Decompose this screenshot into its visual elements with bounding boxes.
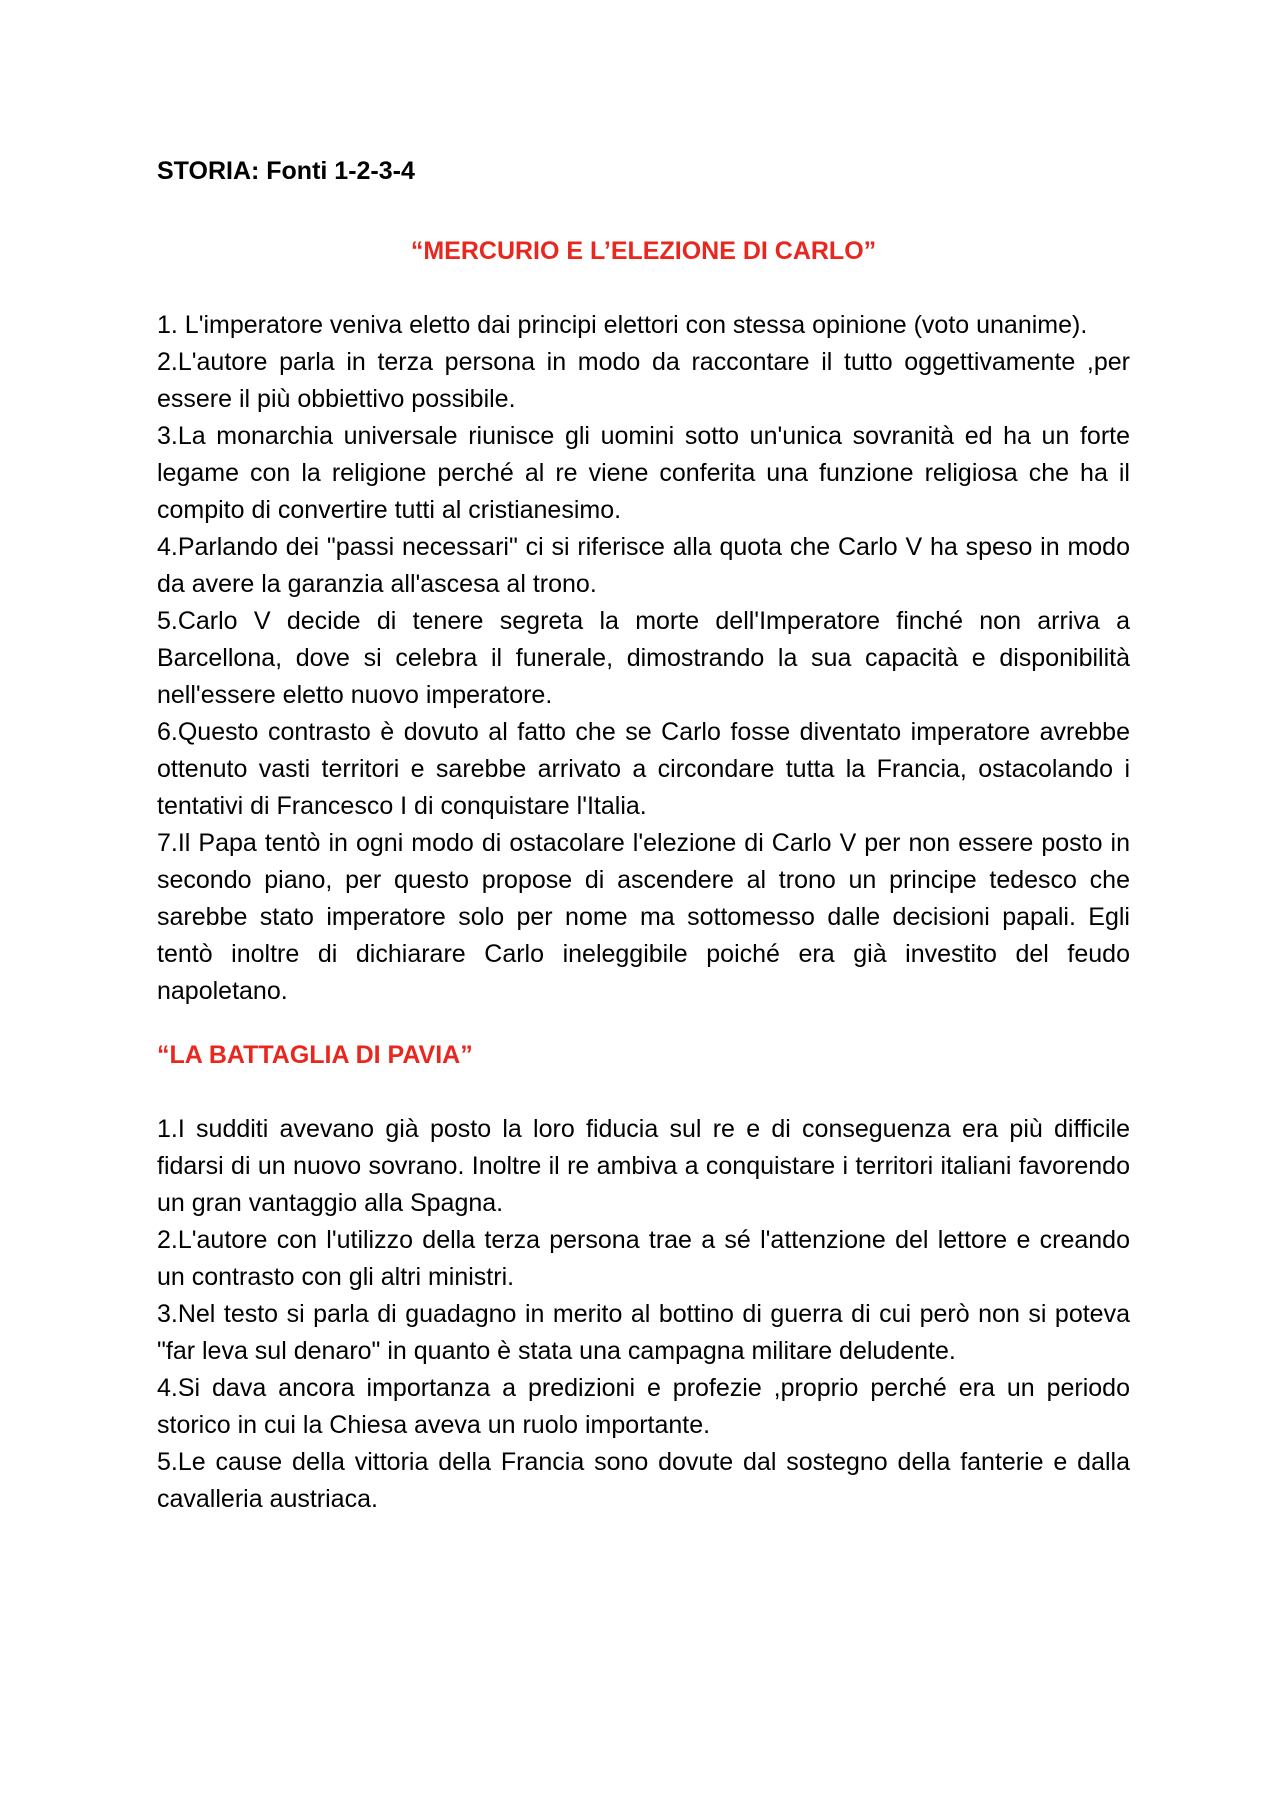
list-item: 1. L'imperatore veniva eletto dai principi elettori con stessa opinione (voto unanime). bbox=[157, 311, 1088, 339]
list-item: 3.Nel testo si parla di guadagno in merito al bottino di guerra di cui però non si poteva "far leva sul denaro" in quanto è stata una campagna militare deludente. bbox=[157, 1300, 1130, 1365]
section-heading-mercurio: “MERCURIO E L’ELEZIONE DI CARLO” bbox=[410, 237, 877, 265]
section-heading-pavia: “LA BATTAGLIA DI PAVIA” bbox=[157, 1041, 473, 1069]
list-item: 4.Si dava ancora importanza a predizioni e profezie ,proprio perché era un periodo storico in cui la Chiesa aveva un ruolo importante. bbox=[157, 1374, 1130, 1439]
list-item: 2.L'autore parla in terza persona in modo da raccontare il tutto oggettivamente ,per essere il più obbiettivo possibile. bbox=[157, 348, 1130, 413]
list-item: 6.Questo contrasto è dovuto al fatto che se Carlo fosse diventato imperatore avrebbe ottenuto vasti territori e sarebbe arrivato a circondare tutta la Francia, ostacolando i tentativi di Francesco I di conquistare l'Italia. bbox=[157, 718, 1130, 820]
list-item: 3.La monarchia universale riunisce gli uomini sotto un'unica sovranità ed ha un forte legame con la religione perché al re viene conferita una funzione religiosa che ha il compito di convertire tutti al cristianesimo. bbox=[157, 422, 1130, 524]
document-title: STORIA: Fonti 1-2-3-4 bbox=[157, 157, 415, 185]
answers-list-pavia bbox=[157, 1111, 1130, 1518]
list-item: 4.Parlando dei "passi necessari" ci si riferisce alla quota che Carlo V ha speso in modo da avere la garanzia all'ascesa al trono. bbox=[157, 533, 1130, 598]
list-item: 1.I sudditi avevano già posto la loro fiducia sul re e di conseguenza era più difficile fidarsi di un nuovo sovrano. Inoltre il re ambiva a conquistare i territori italiani favorendo un gran vantaggio alla Spagna. bbox=[157, 1115, 1130, 1217]
document-page bbox=[157, 150, 1130, 1518]
list-item: 5.Le cause della vittoria della Francia sono dovute dal sostegno della fanterie e dalla cavalleria austriaca. bbox=[157, 1448, 1130, 1513]
list-item: 7.Il Papa tentò in ogni modo di ostacolare l'elezione di Carlo V per non essere posto in secondo piano, per questo propose di ascendere al trono un principe tedesco che sarebbe stato imperatore solo per nome ma sottomesso dalle decisioni papali. Egli tentò inoltre di dichiarare Carlo ineleggibile poiché era già investito del feudo napoletano. bbox=[157, 829, 1130, 1005]
answers-list-mercurio bbox=[157, 307, 1130, 1010]
list-item: 2.L'autore con l'utilizzo della terza persona trae a sé l'attenzione del lettore e creando un contrasto con gli altri ministri. bbox=[157, 1226, 1130, 1291]
list-item: 5.Carlo V decide di tenere segreta la morte dell'Imperatore finché non arriva a Barcellona, dove si celebra il funerale, dimostrando la sua capacità e disponibilità nell'essere eletto nuovo imperatore. bbox=[157, 607, 1130, 709]
